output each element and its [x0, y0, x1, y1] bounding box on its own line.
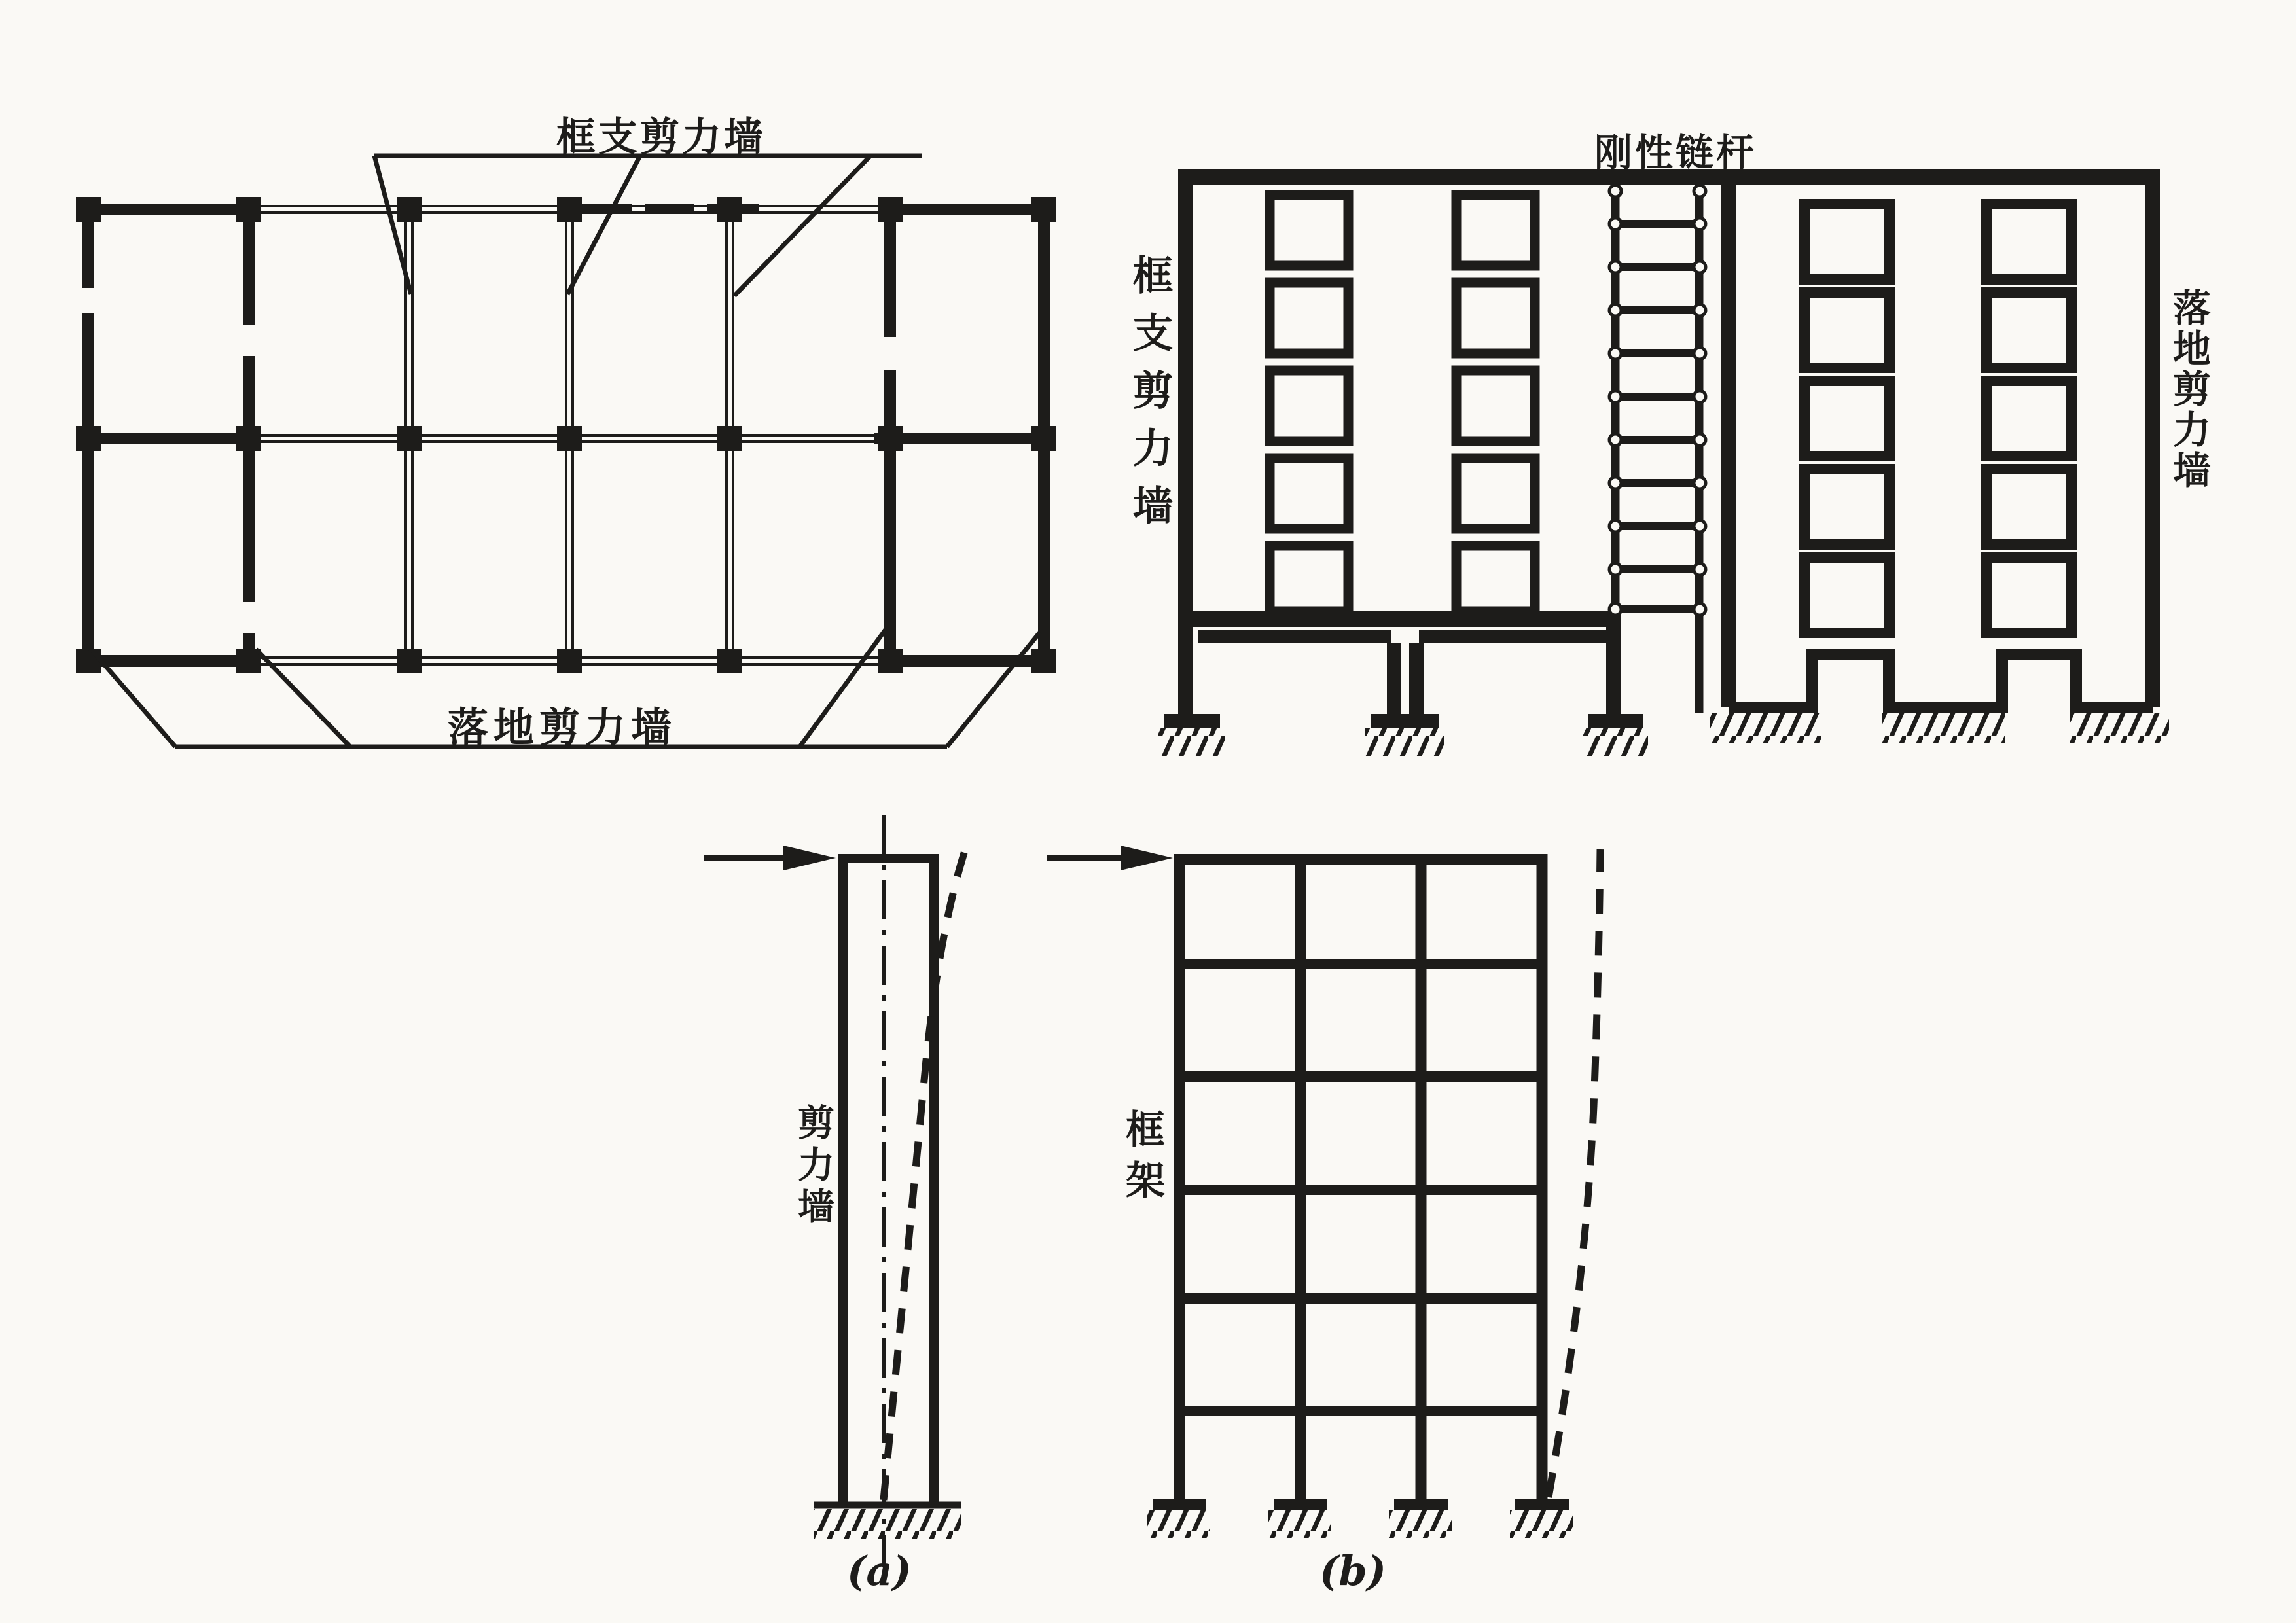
left-building-windows [1270, 195, 1535, 611]
floor-plan [76, 156, 1056, 747]
force-arrow-icon [704, 846, 836, 870]
left-building-frame-supported-wall [1158, 169, 1648, 756]
wall-deflection-curve [884, 843, 967, 1500]
frame-footing-hatch-4 [1510, 1510, 1573, 1538]
elevation-view [1158, 169, 2169, 756]
wall-ground-hatch [814, 1509, 961, 1539]
frame-beams [1174, 859, 1547, 1411]
frame-label: 框架 [1119, 1109, 1165, 1211]
frame-deflection-curve [1549, 849, 1600, 1497]
frame-columns [1179, 854, 1542, 1499]
caption-b: (b) [1319, 1547, 1387, 1595]
plan-top-leader-lines [374, 156, 922, 296]
force-arrow-icon [1047, 846, 1173, 870]
right-building-side-walls [1729, 169, 2153, 707]
left-footing-hatch-3 [1583, 728, 1648, 756]
right-ground-hatch-1 [1710, 713, 1821, 743]
rigid-link-label: 刚性链杆 [1594, 130, 1757, 175]
frame-footing-hatch-2 [1268, 1510, 1331, 1538]
right-ground-hatch-2 [1882, 713, 2005, 743]
caption-a: (a) [847, 1547, 912, 1595]
plan-bottom-label: 落地剪力墙 [448, 704, 677, 751]
left-footing-hatch-2 [1365, 728, 1444, 756]
rigid-link-rods [1609, 185, 1706, 713]
frame-footing-hatch-1 [1147, 1510, 1210, 1538]
right-ground-hatch-3 [2070, 713, 2169, 743]
right-building-windows [1804, 204, 2072, 633]
right-building-bottom-profile [1729, 654, 2153, 707]
right-building-ground-shear-wall [1710, 169, 2169, 743]
frame-footing-hatch-3 [1389, 1510, 1452, 1538]
shear-wall-label: 剪力墙 [792, 1103, 834, 1229]
rigid-link-rungs [1620, 224, 1695, 609]
elevation-right-label: 落地剪力墙 [2166, 288, 2211, 491]
left-footing-hatch-1 [1158, 728, 1225, 756]
plan-top-label: 框支剪力墙 [556, 115, 766, 160]
shear-wall-outline [838, 854, 939, 1505]
elevation-left-label: 框支剪力墙 [1126, 254, 1174, 542]
